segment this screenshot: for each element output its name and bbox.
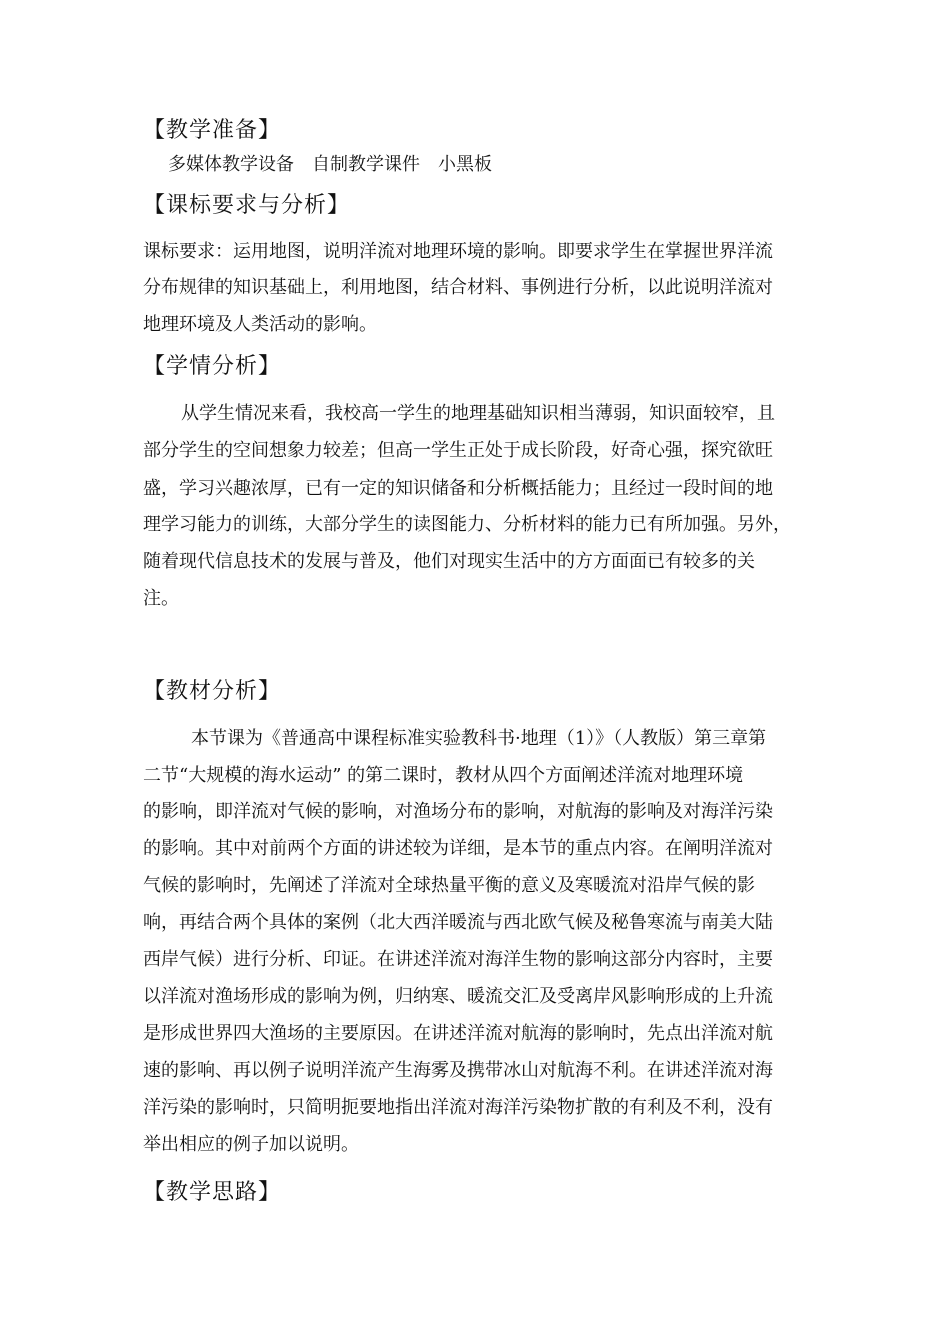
student-analysis-line: 盛，学习兴趣浓厚，已有一定的知识储备和分析概括能力；且经过一段时间的地 xyxy=(143,478,773,499)
student-analysis-line: 随着现代信息技术的发展与普及，他们对现实生活中的方方面面已有较多的关 xyxy=(143,551,755,572)
textbook-analysis-line: 速的影响、再以例子说明洋流产生海雾及携带冰山对航海不利。在讲述洋流对海 xyxy=(143,1060,773,1081)
standard-line: 课标要求：运用地图，说明洋流对地理环境的影响。即要求学生在掌握世界洋流 xyxy=(143,241,773,262)
textbook-analysis-line: 二节“大规模的海水运动” 的第二课时，教材从四个方面阐述洋流对地理环境 xyxy=(143,765,744,786)
textbook-analysis-line: 响，再结合两个具体的案例（北大西洋暖流与西北欧气候及秘鲁寒流与南美大陆 xyxy=(143,912,773,933)
textbook-analysis-line: 本节课为《普通高中课程标准实验教科书·地理（1）》（人教版）第三章第 xyxy=(191,728,767,749)
standard-line: 分布规律的知识基础上，利用地图，结合材料、事例进行分析，以此说明洋流对 xyxy=(143,277,773,298)
prep-item-multimedia: 多媒体教学设备 xyxy=(168,154,294,175)
student-analysis-line: 理学习能力的训练，大部分学生的读图能力、分析材料的能力已有所加强。另外， xyxy=(143,514,791,535)
heading-student-analysis: 【学情分析】 xyxy=(143,354,282,379)
textbook-analysis-line: 的影响，即洋流对气候的影响，对渔场分布的影响，对航海的影响及对海洋污染 xyxy=(143,801,773,822)
student-analysis-line: 从学生情况来看，我校高一学生的地理基础知识相当薄弱，知识面较窄，且 xyxy=(181,403,775,424)
prep-item-courseware: 自制教学课件 xyxy=(312,154,420,175)
standard-line: 地理环境及人类活动的影响。 xyxy=(143,314,377,335)
teaching-prep-items xyxy=(168,152,510,178)
student-analysis-line: 注。 xyxy=(143,588,179,609)
heading-curriculum-standard: 【课标要求与分析】 xyxy=(143,193,351,218)
textbook-analysis-line: 以洋流对渔场形成的影响为例，归纳寒、暖流交汇及受离岸风影响形成的上升流 xyxy=(143,986,773,1007)
textbook-analysis-line: 洋污染的影响时，只简明扼要地指出洋流对海洋污染物扩散的有利及不利，没有 xyxy=(143,1097,773,1118)
textbook-analysis-line: 气候的影响时，先阐述了洋流对全球热量平衡的意义及寒暖流对沿岸气候的影 xyxy=(143,875,755,896)
prep-item-blackboard: 小黑板 xyxy=(438,154,492,175)
heading-textbook-analysis: 【教材分析】 xyxy=(143,679,282,704)
student-analysis-line: 部分学生的空间想象力较差；但高一学生正处于成长阶段，好奇心强，探究欲旺 xyxy=(143,440,773,461)
textbook-analysis-line: 西岸气候）进行分析、印证。在讲述洋流对海洋生物的影响这部分内容时，主要 xyxy=(143,949,773,970)
heading-teaching-prep: 【教学准备】 xyxy=(143,118,282,143)
textbook-analysis-line: 举出相应的例子加以说明。 xyxy=(143,1134,359,1155)
heading-teaching-approach: 【教学思路】 xyxy=(143,1180,282,1205)
textbook-analysis-line: 是形成世界四大渔场的主要原因。在讲述洋流对航海的影响时，先点出洋流对航 xyxy=(143,1023,773,1044)
textbook-analysis-line: 的影响。其中对前两个方面的讲述较为详细，是本节的重点内容。在阐明洋流对 xyxy=(143,838,773,859)
